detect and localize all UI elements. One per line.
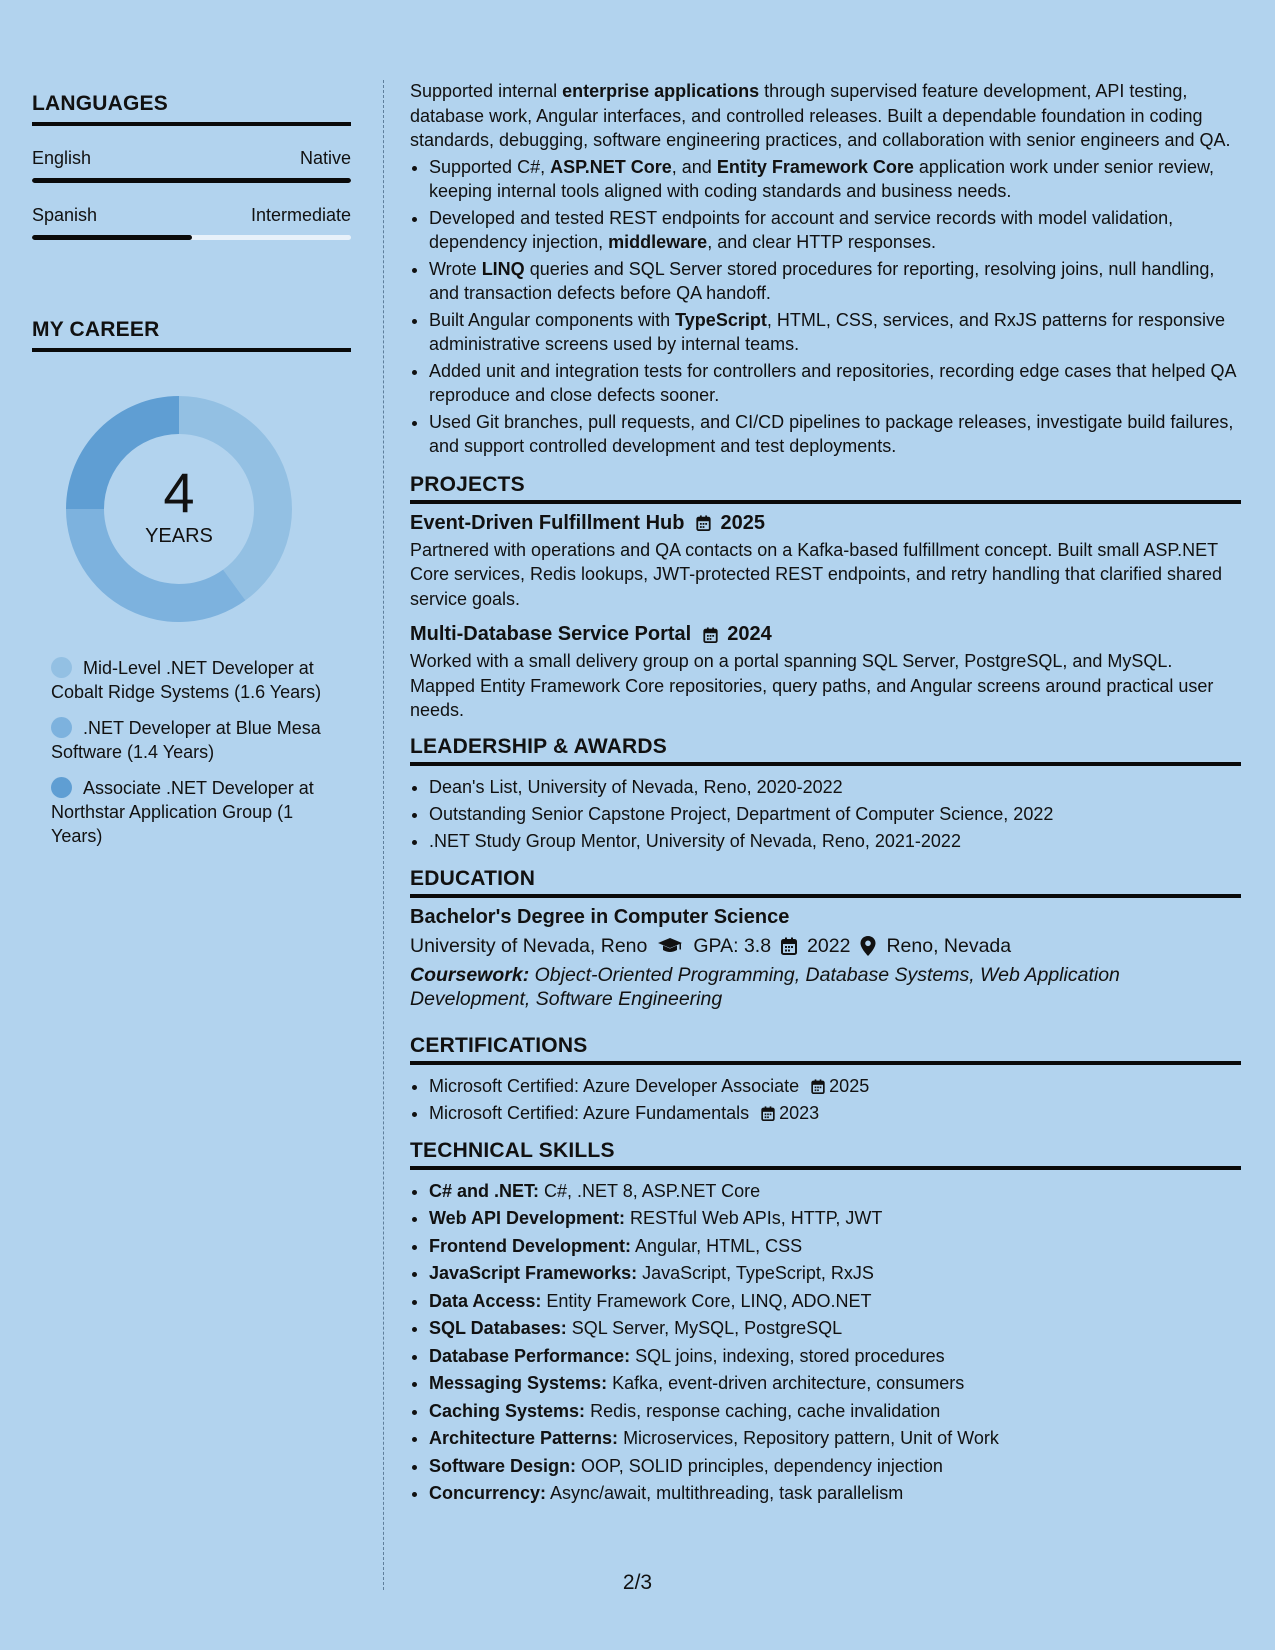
language-proficiency-fill — [32, 235, 192, 240]
awards-list — [410, 774, 1241, 855]
skill-category: Messaging Systems: — [429, 1373, 608, 1393]
language-name: Spanish — [32, 205, 98, 225]
skills-heading: TECHNICAL SKILLS — [410, 1139, 1241, 1170]
project-year: 2024 — [727, 623, 772, 645]
skill-item — [429, 1453, 1241, 1481]
skill-category: Web API Development: — [429, 1208, 626, 1228]
skill-item — [429, 1205, 1241, 1233]
skill-values: Redis, response caching, cache invalidation — [585, 1400, 941, 1421]
skill-values: SQL Server, MySQL, PostgreSQL — [566, 1318, 843, 1338]
degree-title: Bachelor's Degree in Computer Science — [410, 905, 790, 928]
right-column — [410, 79, 1241, 1508]
skill-category: Data Access: — [429, 1290, 542, 1311]
skill-category: Concurrency: — [429, 1483, 547, 1503]
project-name: Event-Driven Fulfillment Hub — [410, 511, 685, 534]
certification-name: Microsoft Certified: Azure Developer Associate — [429, 1075, 800, 1096]
language-proficiency-bar — [32, 178, 351, 183]
education-location: Reno, Nevada — [886, 934, 1012, 957]
location-pin-icon — [860, 936, 876, 956]
calendar-icon — [696, 515, 711, 531]
skill-category: Caching Systems: — [429, 1400, 586, 1421]
project-description: Worked with a small delivery group on a portal spanning SQL Server, PostgreSQL, and MySQL. Mapped Entity Framework Core repositories, query paths, and Angular screens around practical user needs. — [410, 651, 1214, 720]
project-title — [410, 623, 1241, 646]
certification-item — [429, 1100, 1241, 1127]
certification-year: 2025 — [829, 1075, 870, 1096]
skill-values: C#, .NET 8, ASP.NET Core — [539, 1180, 761, 1201]
skill-item — [429, 1260, 1241, 1288]
skill-item — [429, 1178, 1241, 1206]
language-name: English — [32, 148, 92, 168]
experience-bullet: • Supported C#, ASP.NET Core, and Entity Framework Core application work under senior review, keeping internal tools aligned with coding standards and business needs. — [429, 155, 1241, 204]
calendar-icon — [781, 937, 797, 955]
projects-list — [410, 512, 1241, 723]
skill-values: RESTful Web APIs, HTTP, JWT — [625, 1208, 883, 1228]
skill-values: SQL joins, indexing, stored procedures — [630, 1345, 945, 1366]
skill-values: JavaScript, TypeScript, RxJS — [637, 1263, 874, 1283]
career-legend-item — [51, 716, 341, 764]
certifications-heading: CERTIFICATIONS — [410, 1034, 1241, 1065]
career-legend-item — [51, 656, 341, 704]
skills-list — [410, 1178, 1241, 1508]
experience-bullet: • Built Angular components with TypeScript, HTML, CSS, services, and RxJS patterns for responsive administrative screens used by internal teams. — [429, 308, 1241, 357]
education-details — [410, 935, 1241, 958]
experience-bullet: • Wrote LINQ queries and SQL Server stored procedures for reporting, resolving joins, null handling, and transaction defects before QA handoff. — [429, 257, 1241, 306]
language-level: Intermediate — [250, 205, 351, 225]
career-legend-item — [51, 776, 341, 848]
career-years-unit: YEARS — [145, 524, 213, 547]
award-item: • Outstanding Senior Capstone Project, Department of Computer Science, 2022 — [429, 801, 1241, 828]
skill-values: Kafka, event-driven architecture, consumers — [607, 1373, 965, 1393]
skill-category: Software Design: — [429, 1455, 577, 1476]
column-divider — [383, 80, 384, 1590]
school-name: University of Nevada, Reno — [410, 934, 648, 957]
certifications-list — [410, 1073, 1241, 1127]
awards-heading: LEADERSHIP & AWARDS — [410, 735, 1241, 766]
skill-values: Angular, HTML, CSS — [631, 1235, 803, 1256]
project-description: Partnered with operations and QA contacts on a Kafka-based fulfillment concept. Built small ASP.NET Core services, Redis lookups, JWT-protected REST endpoints, and retry handling that clarified shared service goals. — [410, 539, 1223, 609]
skill-item — [429, 1480, 1241, 1508]
experience-bullets — [410, 155, 1241, 459]
legend-label: Associate .NET Developer at Northstar Application Group (1 Years) — [51, 778, 314, 846]
award-item: • Dean's List, University of Nevada, Reno, 2020-2022 — [429, 774, 1241, 801]
left-column — [32, 92, 351, 860]
skill-category: SQL Databases: — [429, 1318, 567, 1338]
legend-label: Mid-Level .NET Developer at Cobalt Ridge Systems (1.6 Years) — [51, 658, 322, 702]
coursework-label: Coursework: — [410, 963, 530, 986]
experience-summary: Supported internal enterprise applications through supervised feature development, API testing, database work, Angular interfaces, and controlled releases. Built a dependable foundation in coding standards, debugging, software engineering practices, and collaboration with senior engineers and QA. — [410, 81, 1231, 150]
skill-values: Microservices, Repository pattern, Unit of Work — [618, 1428, 999, 1448]
certification-year: 2023 — [779, 1102, 820, 1123]
language-proficiency-fill — [32, 178, 351, 183]
skill-item — [429, 1233, 1241, 1261]
language-row — [32, 205, 351, 226]
calendar-icon — [811, 1079, 825, 1094]
skill-values: OOP, SOLID principles, dependency injection — [576, 1455, 943, 1476]
graduation-year: 2022 — [807, 934, 851, 957]
skill-values: Async/await, multithreading, task parallelism — [546, 1483, 904, 1503]
skill-item — [429, 1370, 1241, 1398]
donut-center — [66, 396, 292, 622]
skill-category: Frontend Development: — [429, 1235, 632, 1256]
skill-values: Entity Framework Core, LINQ, ADO.NET — [541, 1290, 872, 1311]
legend-label: .NET Developer at Blue Mesa Software (1.4 Years) — [51, 718, 321, 762]
legend-dot-icon — [51, 717, 72, 738]
skill-item — [429, 1398, 1241, 1426]
skill-category: Database Performance: — [429, 1345, 631, 1366]
calendar-icon — [761, 1106, 775, 1121]
calendar-icon — [703, 627, 718, 643]
career-donut-chart — [66, 396, 292, 622]
project-title — [410, 512, 1241, 535]
experience-bullet: • Developed and tested REST endpoints for account and service records with model validation, dependency injection, middleware, and clear HTTP responses. — [429, 206, 1241, 255]
experience-bullet: • Used Git branches, pull requests, and CI/CD pipelines to package releases, investigate build failures, and support controlled development and test deployments. — [429, 410, 1241, 459]
coursework-list: Object-Oriented Programming, Database Systems, Web Application Development, Software Engineering — [410, 963, 1120, 1010]
coursework — [410, 963, 1241, 1012]
gpa: GPA: 3.8 — [693, 934, 772, 957]
award-item: • .NET Study Group Mentor, University of Nevada, Reno, 2021-2022 — [429, 828, 1241, 855]
skill-category: Architecture Patterns: — [429, 1428, 619, 1448]
legend-dot-icon — [51, 657, 72, 678]
legend-dot-icon — [51, 777, 72, 798]
career-legend — [51, 656, 341, 848]
project-name: Multi-Database Service Portal — [410, 623, 692, 645]
skill-item — [429, 1288, 1241, 1316]
languages-heading: LANGUAGES — [32, 92, 351, 126]
certification-item — [429, 1073, 1241, 1100]
career-total-years: 4 — [163, 460, 195, 524]
skill-item — [429, 1315, 1241, 1343]
skill-item — [429, 1343, 1241, 1371]
project-year: 2025 — [720, 511, 765, 534]
certification-name: Microsoft Certified: Azure Fundamentals — [429, 1102, 750, 1123]
education-heading: EDUCATION — [410, 867, 1241, 898]
graduation-cap-icon — [657, 937, 683, 955]
skill-category: C# and .NET: — [429, 1180, 540, 1201]
career-heading: MY CAREER — [32, 318, 351, 352]
skill-item — [429, 1425, 1241, 1453]
languages-list — [32, 148, 351, 240]
skill-category: JavaScript Frameworks: — [429, 1263, 638, 1283]
projects-heading: PROJECTS — [410, 473, 1241, 504]
language-row — [32, 148, 351, 169]
experience-bullet: • Added unit and integration tests for controllers and repositories, recording edge cases that helped QA reproduce and close defects sooner. — [429, 359, 1241, 408]
page-number: 2/3 — [622, 1571, 653, 1594]
language-proficiency-bar — [32, 235, 351, 240]
language-level: Native — [299, 148, 351, 168]
